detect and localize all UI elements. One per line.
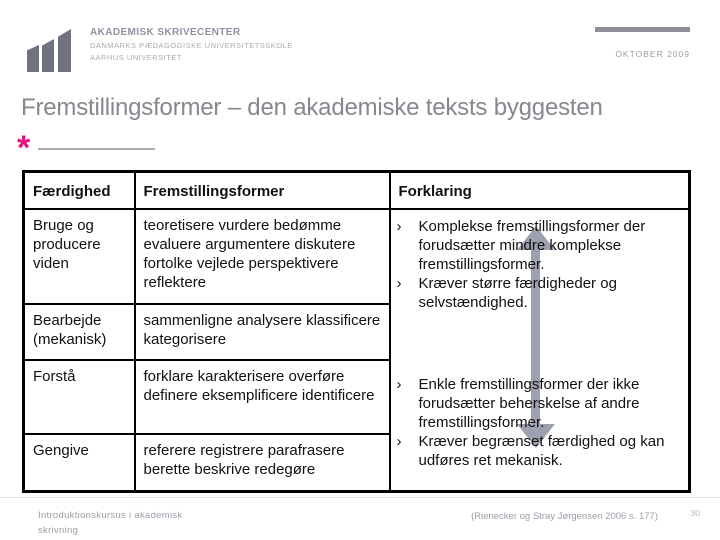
page-title: Fremstillingsformer – den akademiske teksts byggesten bbox=[21, 94, 603, 121]
logo-bar bbox=[42, 39, 54, 72]
org-name: AKADEMISK SKRIVECENTER bbox=[90, 27, 241, 38]
page-number: 30 bbox=[690, 508, 700, 518]
list-item-text: Kræver større færdigheder og selvstændighed. bbox=[418, 274, 617, 311]
logo-bar bbox=[27, 45, 39, 72]
slide-date: OKTOBER 2009 bbox=[615, 49, 690, 59]
table-cell-forms: teoretisere vurdere bedømme evaluere argumentere diskutere fortolke vejlede perspektivere reflektere bbox=[135, 209, 390, 304]
list-item-text: Komplekse fremstillingsformer der forudsætter mindre komplekse fremstillingsformer. bbox=[418, 217, 646, 273]
table-cell-skill: Bearbejde (mekanisk) bbox=[24, 304, 135, 360]
logo-bar bbox=[58, 29, 71, 72]
list-item bbox=[397, 375, 686, 432]
column-header-explain: Forklaring bbox=[390, 172, 690, 209]
title-underline bbox=[38, 148, 155, 150]
list-item bbox=[397, 432, 686, 470]
table-cell-skill: Gengive bbox=[24, 434, 135, 492]
fremstillingsformer-table bbox=[22, 170, 691, 493]
explanation-complex bbox=[397, 217, 686, 312]
course-name bbox=[38, 508, 182, 538]
asterisk-decoration: * bbox=[17, 129, 31, 167]
bullet-glyph: › bbox=[396, 432, 402, 450]
bullet-glyph: › bbox=[396, 217, 402, 235]
table-cell-skill: Forstå bbox=[24, 360, 135, 434]
university-logo-icon bbox=[25, 28, 75, 74]
org-subtitle-1: DANMARKS PÆDAGOGISKE UNIVERSITETSSKOLE bbox=[90, 41, 293, 50]
list-item-text: Kræver begrænset færdighed og kan udføres ret mekanisk. bbox=[418, 432, 665, 469]
list-item bbox=[397, 274, 686, 312]
source-citation: (Rienecker og Stray Jørgensen 2006 s. 177) bbox=[471, 511, 658, 522]
list-item-text: Enkle fremstillingsformer der ikke forudsætter beherskelse af andre fremstillingsformer. bbox=[418, 375, 640, 431]
org-subtitle-2: AARHUS UNIVERSITET bbox=[90, 53, 182, 62]
header-accent-bar bbox=[595, 27, 690, 32]
column-header-skill: Færdighed bbox=[24, 172, 135, 209]
explanation-simple bbox=[397, 375, 686, 470]
table-cell-skill: Bruge og producere viden bbox=[24, 209, 135, 304]
organization-block bbox=[90, 27, 293, 62]
column-header-forms: Fremstillingsformer bbox=[135, 172, 390, 209]
course-name-line2: skrivning bbox=[38, 525, 79, 536]
bullet-glyph: › bbox=[396, 375, 402, 393]
footer-divider bbox=[0, 497, 720, 498]
course-name-line1: Introduktionskursus i akademisk bbox=[38, 510, 183, 521]
table-cell-forms: forklare karakterisere overføre definere eksemplificere identificere bbox=[135, 360, 390, 434]
table-cell-forms: sammenligne analysere klassificere kategorisere bbox=[135, 304, 390, 360]
table-cell-explanation bbox=[390, 209, 690, 492]
list-item bbox=[397, 217, 686, 274]
bullet-glyph: › bbox=[396, 274, 402, 292]
table-cell-forms: referere registrere parafrasere berette beskrive redegøre bbox=[135, 434, 390, 492]
